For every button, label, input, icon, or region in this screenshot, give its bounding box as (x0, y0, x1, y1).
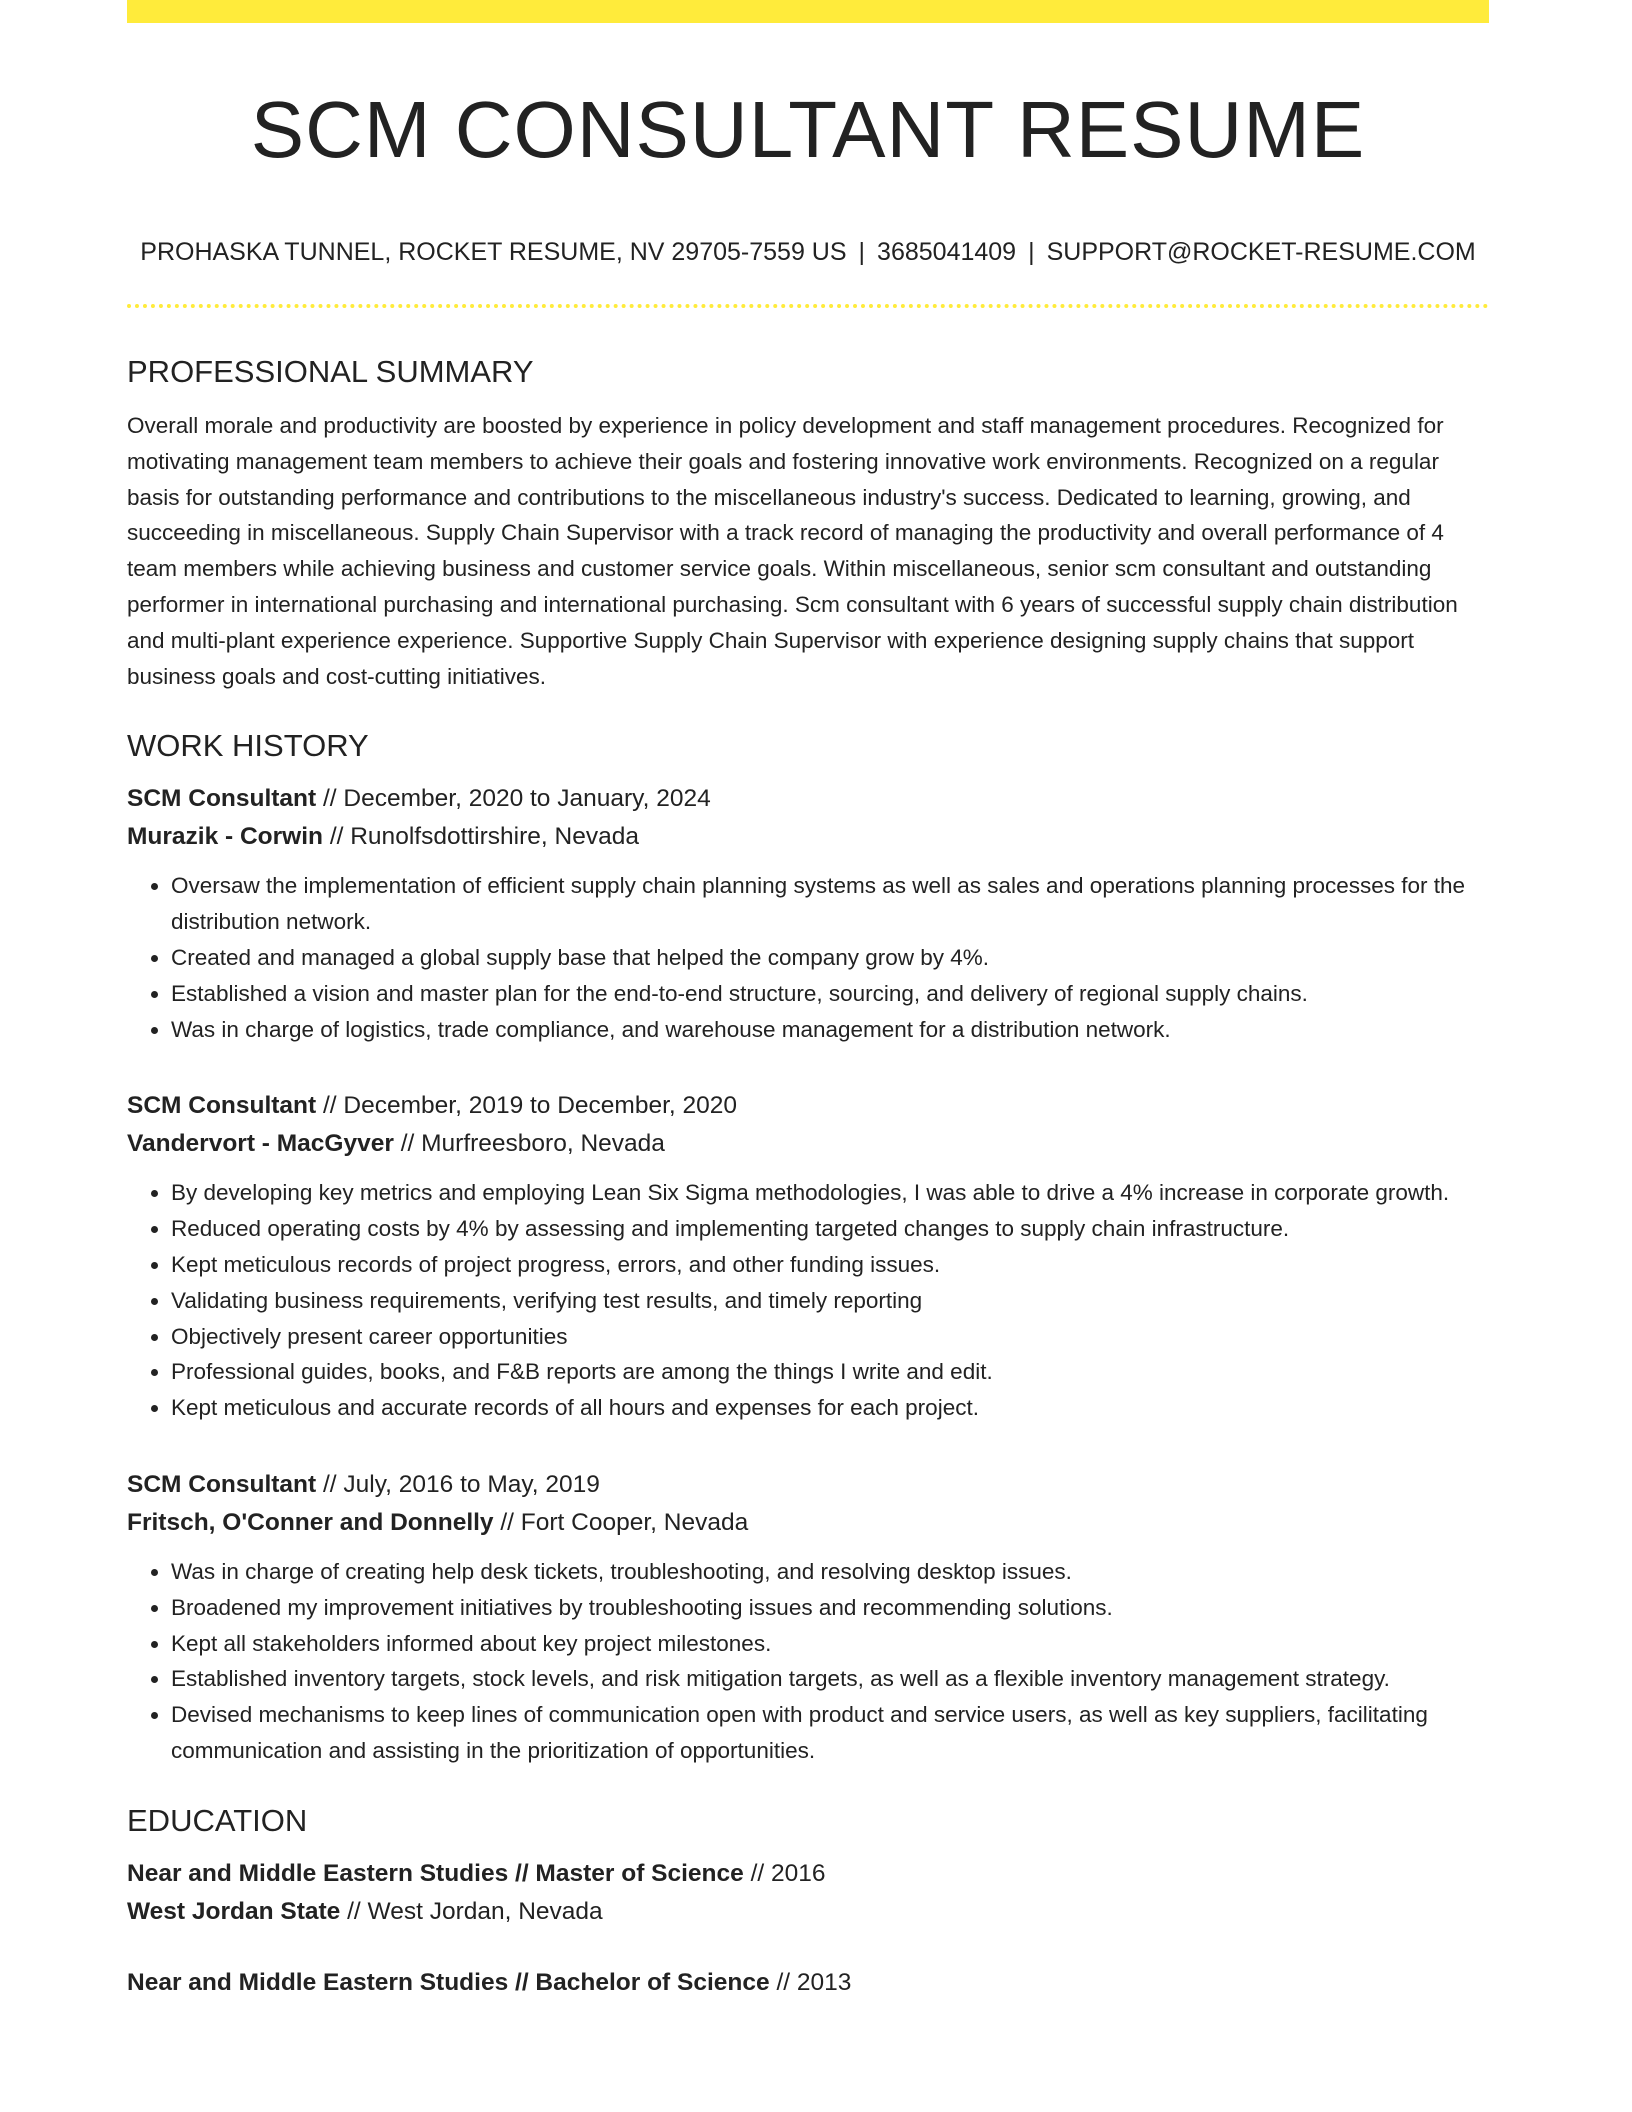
contact-line (127, 236, 1489, 268)
job-bullet: • Kept all stakeholders informed about key project milestones. (171, 1626, 1489, 1662)
summary-section (127, 350, 1489, 694)
job-location: // Fort Cooper, Nevada (493, 1508, 749, 1536)
job-dates: // December, 2020 to January, 2024 (316, 785, 711, 813)
job-bullet: • Was in charge of creating help desk tickets, troubleshooting, and resolving desktop issues. (171, 1554, 1489, 1590)
education-year: // 2013 (769, 1968, 852, 1996)
job-bullet: • Devised mechanisms to keep lines of communication open with product and service users, as well as key suppliers, facilitating communication and assisting in the prioritization of opportunities. (171, 1697, 1489, 1769)
job-title: SCM Consultant (127, 785, 317, 813)
job-title-line (127, 1087, 1489, 1125)
job-bullets (127, 1175, 1489, 1426)
job-bullet: • Was in charge of logistics, trade compliance, and warehouse management for a distribution network. (171, 1012, 1489, 1048)
job-bullet: • Kept meticulous and accurate records of all hours and expenses for each project. (171, 1390, 1489, 1426)
education-degree-line (127, 1855, 1489, 1893)
resume-content (127, 350, 1489, 2002)
job-bullet: • Established inventory targets, stock levels, and risk mitigation targets, as well as a flexible inventory management strategy. (171, 1661, 1489, 1697)
contact-address: PROHASKA TUNNEL, ROCKET RESUME, NV 29705-7559 US (140, 238, 847, 266)
job-company: Murazik - Corwin (127, 823, 324, 851)
job-bullet: • Validating business requirements, verifying test results, and timely reporting (171, 1283, 1489, 1319)
work-history-section (127, 724, 1489, 1768)
dotted-divider (127, 304, 1489, 308)
education-degree: Near and Middle Eastern Studies // Master of Science (127, 1859, 744, 1887)
job-bullets (127, 868, 1489, 1047)
job-location: // Runolfsdottirshire, Nevada (323, 823, 639, 851)
summary-heading: PROFESSIONAL SUMMARY (127, 354, 534, 389)
work-history-heading: WORK HISTORY (127, 728, 369, 764)
contact-phone: 3685041409 (877, 238, 1017, 266)
job-bullet: • Oversaw the implementation of efficient supply chain planning systems as well as sales and operations planning processes for the distribution network. (171, 868, 1489, 940)
job-title: SCM Consultant (127, 1470, 317, 1498)
education-school-line (127, 1893, 1489, 1931)
job-bullet: • Created and managed a global supply base that helped the company grow by 4%. (171, 940, 1489, 976)
education-degree-line (127, 1964, 1489, 2002)
education-entry (127, 1855, 1489, 1931)
job-company-line (127, 818, 1489, 856)
education-degree: Near and Middle Eastern Studies // Bachelor of Science (127, 1968, 770, 1996)
job-entry (127, 1466, 1489, 1769)
job-bullet: • Professional guides, books, and F&B reports are among the things I write and edit. (171, 1354, 1489, 1390)
job-bullets (127, 1554, 1489, 1769)
job-bullet: • Objectively present career opportunities (171, 1319, 1489, 1355)
job-dates: // July, 2016 to May, 2019 (316, 1470, 600, 1498)
education-section (127, 1799, 1489, 2002)
education-school: West Jordan State (127, 1897, 341, 1925)
job-company-line (127, 1504, 1489, 1542)
job-location: // Murfreesboro, Nevada (393, 1130, 665, 1158)
job-company: Fritsch, O'Conner and Donnelly (127, 1508, 494, 1536)
job-dates: // December, 2019 to December, 2020 (316, 1092, 738, 1120)
job-entry (127, 780, 1489, 1047)
contact-separator: | (1028, 238, 1035, 266)
contact-separator: | (858, 238, 866, 266)
job-bullet: • Kept meticulous records of project progress, errors, and other funding issues. (171, 1247, 1489, 1283)
education-heading: EDUCATION (127, 1802, 308, 1838)
job-title-line (127, 1466, 1489, 1504)
accent-top-bar (127, 0, 1489, 23)
job-bullet: • Established a vision and master plan for the end-to-end structure, sourcing, and delivery of regional supply chains. (171, 976, 1489, 1012)
job-company: Vandervort - MacGyver (127, 1130, 394, 1158)
job-entry (127, 1087, 1489, 1426)
job-bullet: • Broadened my improvement initiatives by troubleshooting issues and recommending solutions. (171, 1590, 1489, 1626)
education-location: // West Jordan, Nevada (340, 1897, 603, 1925)
education-entry (127, 1964, 1489, 2002)
job-title-line (127, 780, 1489, 818)
contact-email: SUPPORT@ROCKET-RESUME.COM (1046, 238, 1476, 266)
education-year: // 2016 (743, 1859, 826, 1887)
resume-title: SCM CONSULTANT RESUME (250, 85, 1366, 174)
job-bullet: • By developing key metrics and employing Lean Six Sigma methodologies, I was able to drive a 4% increase in corporate growth. (171, 1175, 1489, 1211)
job-title: SCM Consultant (127, 1092, 317, 1120)
summary-text: Overall morale and productivity are boosted by experience in policy development and staff management procedures. Recognized for motivating management team members to achieve their goals and fostering innovative work environments. Recognized on a regular basis for outstanding performance and contributions to the miscellaneous industry's success. Dedicated to learning, growing, and succeeding in miscellaneous. Supply Chain Supervisor with a track record of managing the productivity and overall performance of 4 team members while achieving business and customer service goals. Within miscellaneous, senior scm consultant and outstanding performer in international purchasing and international purchasing. Scm consultant with 6 years of successful supply chain distribution and multi-plant experience experience. Supportive Supply Chain Supervisor with experience designing supply chains that support business goals and cost-cutting initiatives. (127, 413, 1458, 689)
job-company-line (127, 1125, 1489, 1163)
job-bullet: • Reduced operating costs by 4% by assessing and implementing targeted changes to supply chain infrastructure. (171, 1211, 1489, 1247)
